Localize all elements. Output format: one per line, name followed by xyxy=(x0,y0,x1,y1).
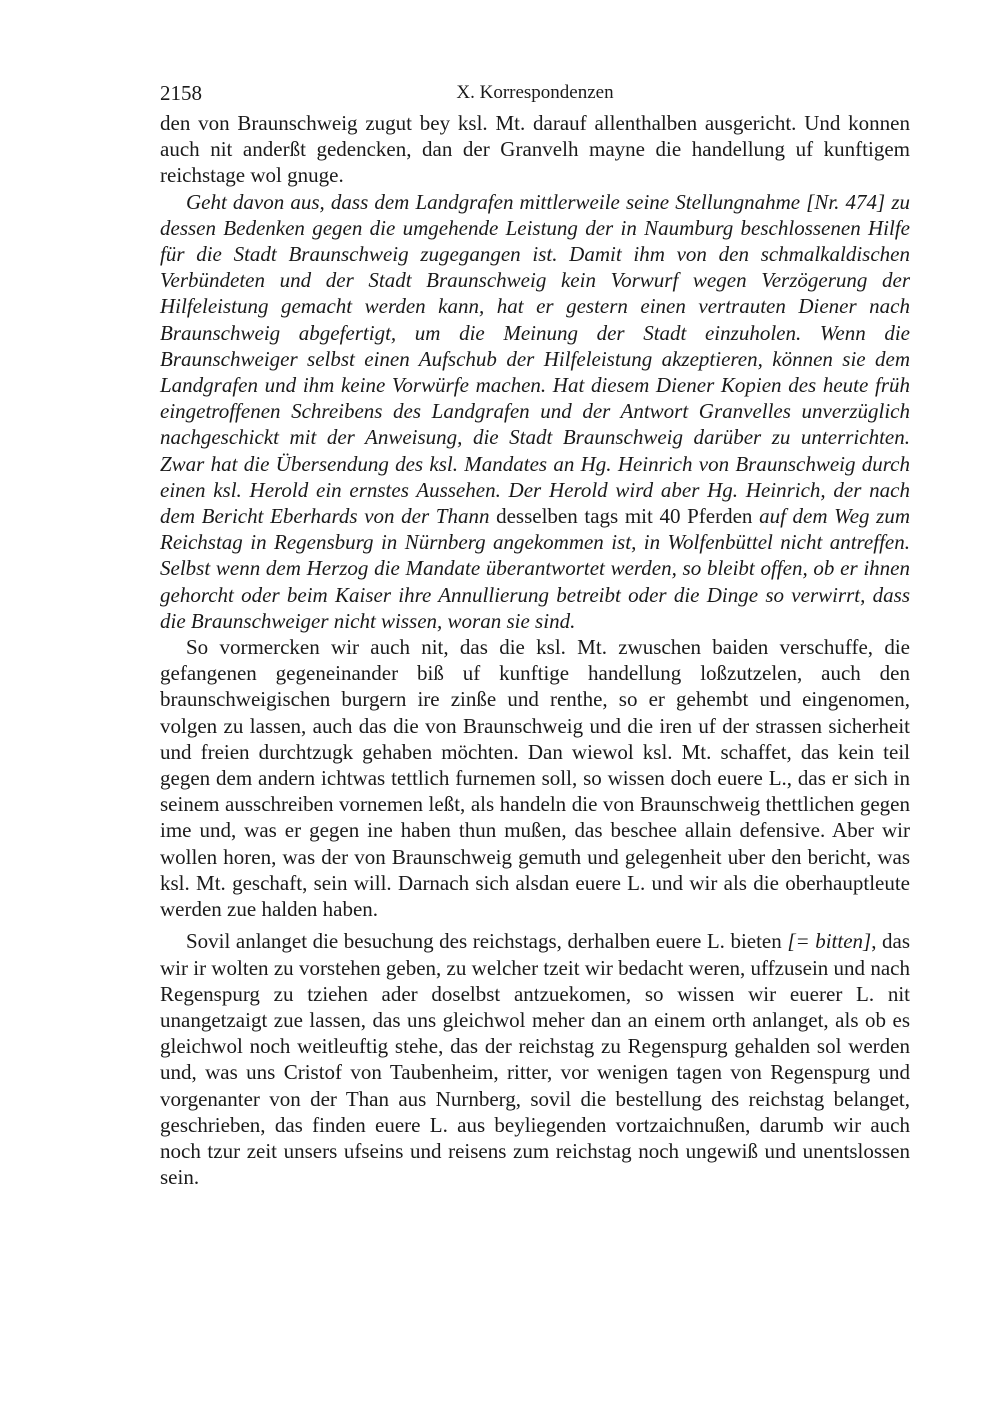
paragraph-4-part-1: Sovil anlanget die besuchung des reichstags, derhalben euere L. bieten xyxy=(186,929,788,954)
summary-text-part-3: auf dem Weg zum Reichstag in Regensburg in Nürnberg angekommen ist, in Wolfenbüttel nicht antreffen. Selbst wenn dem Herzog die Mandate überantwortet werden, so bleibt offen, ob er ihnen gehorcht oder beim Kaiser ihre Annullierung betreibt oder die Dinge so verwirrt, dass die Braunschweiger nicht wissen, woran sie sind. xyxy=(160,504,911,633)
body-text xyxy=(160,110,910,1190)
paragraph-4 xyxy=(160,928,910,1190)
summary-text-part-2: desselben tags mit 40 Pferden xyxy=(489,504,760,529)
page-header xyxy=(160,76,910,110)
running-title: X. Korrespondenzen xyxy=(456,82,614,103)
paragraph-1: den von Braunschweig zugut bey ksl. Mt. darauf allenthalben ausgericht. Und konnen auch nit anderßt gedencken, dan der Granvelh mayne die handellung uf kunftigem reichstage wol gnuge. xyxy=(160,111,910,188)
editorial-note: [= bitten] xyxy=(787,929,872,954)
document-page xyxy=(160,76,910,1190)
paragraph-3: So vormercken wir auch nit, das die ksl. Mt. zwuschen baiden verschuffe, die gefangenen gegeneinander biß uf kunftige handellung loßzutzelen, auch den braunschweigischen burgern ire zinße und renthe, so er gehembt und eingenomen, volgen zu lassen, auch das die von Braunschweig und die iren uf der strassen sicherheit und freien durchtzugk gehaben möchten. Dan wiewol ksl. Mt. schaffet, das kein teil gegen dem andern ichtwas tettlich furnemen soll, so wissen doch euere L., das er sich in seinem ausschreiben vornemen leßt, als handeln die von Braunschweig thettlichen gegen ime und, was er gegen ine haben thun mußen, das beschee allain defensive. Aber wir wollen horen, was der von Braunschweig gemuth und gelegenheit uber den bericht, was ksl. Mt. geschaft, sein will. Darnach sich alsdan euere L. und wir als die oberhauptleute werden zue halden haben. xyxy=(160,635,910,922)
summary-text-part-1: Geht davon aus, dass dem Landgrafen mittlerweile seine Stellungnahme [Nr. 474] zu dessen Bedenken gegen die umgehende Leistung der in Naumburg beschlossenen Hilfe für die Stadt Braunschweig zugegangen ist. Damit ihm von den schmalkaldischen Verbündeten und der Stadt Braunschweig kein Vorwurf wegen Verzögerung der Hilfeleistung gemacht werden kann, hat er gestern einen vertrauten Diener nach Braunschweig abgefertigt, um die Meinung der Stadt einzuholen. Wenn die Braunschweiger selbst einen Aufschub der Hilfeleistung akzeptieren, können sie dem Landgrafen und ihm keine Vorwürfe machen. Hat diesem Diener Kopien des heute früh eingetroffenen Schreibens des Landgrafen und der Antwort Granvelles unverzüglich nachgeschickt mit der Anweisung, die Stadt Braunschweig darüber zu unterrichten. Zwar hat die Übersendung des ksl. Mandates an Hg. Heinrich von Braunschweig durch einen ksl. Herold ein ernstes Aussehen. Der Herold wird aber Hg. Heinrich, der nach dem Bericht Eberhards von der Thann xyxy=(160,189,910,529)
paragraph-2-summary xyxy=(160,189,910,634)
paragraph-4-part-3: , das wir ir wolten zu vorstehen geben, zu welcher tzeit wir bedacht weren, uffzusein und nach Regenspurg zu tziehen ader doselbst antzuekomen, so wissen wir euerer L. nit unangetzaigt zue lassen, das uns gleichwol meher dan an einem orth anlanget, als ob es gleichwol noch weitleuftig stehe, das der reichstag zu Regenspurg gehalden sol werden und, was uns Cristof von Taubenheim, ritter, vor wenigen tagen von Regenspurg und vorgenanter von der Than aus Nurnberg, sovil die bestellung des reichstag belanget, geschrieben, das finden euere L. aus beyliegenden vortzaichnußen, darumb wir auch noch tzur zeit unsers ufseins und reisens zum reichstag noch ungewiß und unentslossen sein. xyxy=(160,929,910,1190)
page-number: 2158 xyxy=(160,81,202,105)
